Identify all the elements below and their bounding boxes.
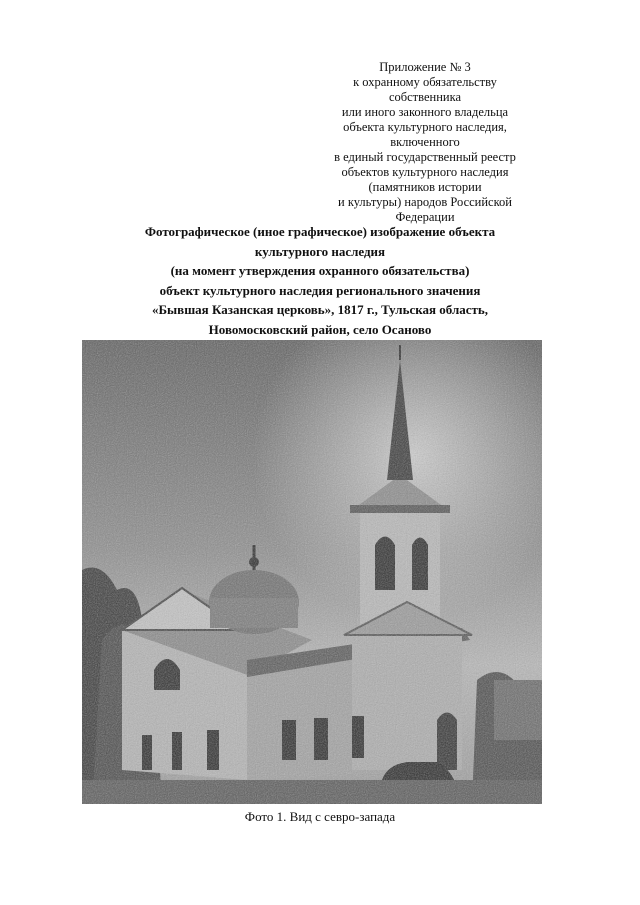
- appendix-line: в единый государственный реестр: [334, 150, 516, 164]
- photo-caption: Фото 1. Вид с севро-запада: [244, 809, 396, 824]
- appendix-line: собственника: [388, 90, 462, 104]
- appendix-line: к охранному обязательству: [353, 75, 497, 89]
- appendix-header: [300, 60, 550, 225]
- title-line: «Бывшая Казанская церковь», 1817 г., Тульская область,: [151, 302, 489, 317]
- title-line: (на момент утверждения охранного обязательства): [170, 263, 470, 278]
- appendix-line: и культуры) народов Российской: [338, 195, 512, 209]
- title-line: объект культурного наследия регионального значения: [159, 282, 481, 298]
- appendix-line: объектов культурного наследия: [341, 165, 509, 179]
- appendix-line: Федерации: [395, 210, 455, 224]
- church-photo: [82, 340, 542, 804]
- church-illustration: [82, 340, 542, 804]
- document-title: [60, 222, 580, 339]
- appendix-line: объекта культурного наследия,: [343, 120, 507, 134]
- appendix-line: включенного: [390, 135, 460, 149]
- title-line: Новомосковский район, село Осаново: [208, 321, 432, 337]
- appendix-line: или иного законного владельца: [341, 105, 509, 119]
- appendix-line: Приложение № 3: [379, 60, 471, 74]
- title-line: культурного наследия: [254, 243, 386, 259]
- title-line: Фотографическое (иное графическое) изображение объекта: [144, 224, 496, 239]
- appendix-line: (памятников истории: [368, 180, 482, 194]
